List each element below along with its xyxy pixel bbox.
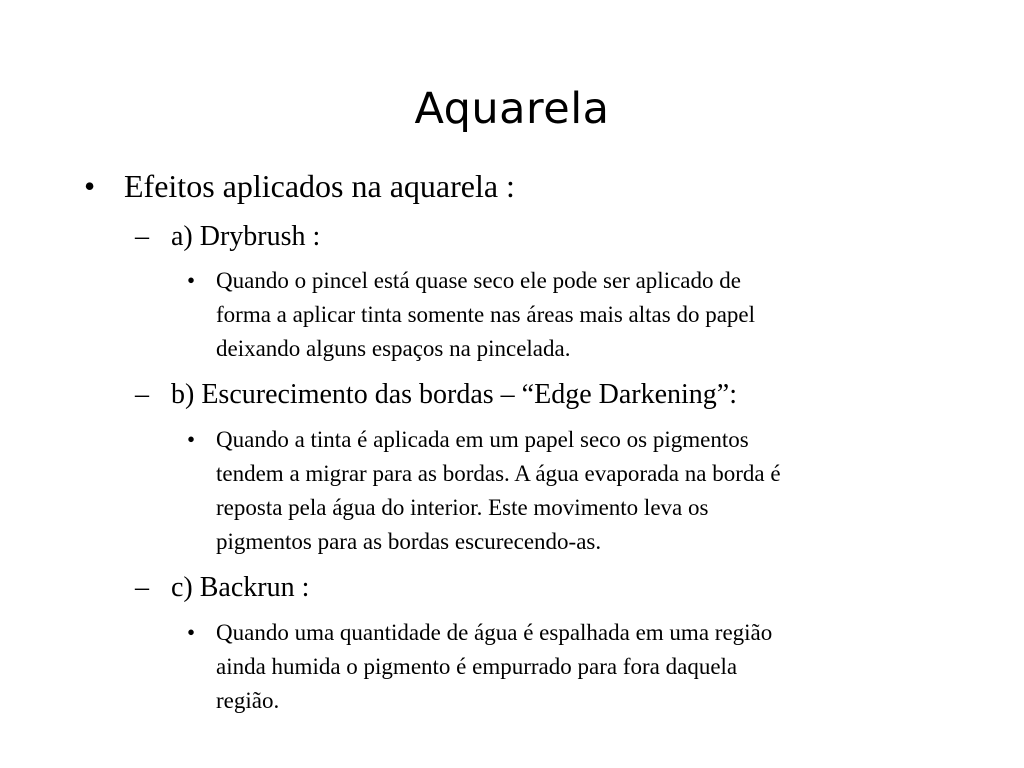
- body-line: deixando alguns espaços na pincelada.: [216, 336, 571, 361]
- sub-bullet-marker: •: [187, 268, 196, 293]
- dash-marker: –: [135, 572, 149, 603]
- body-line: Quando o pincel está quase seco ele pode ser aplicado de: [216, 268, 741, 293]
- main-bullet-text: Efeitos aplicados na aquarela :: [124, 168, 515, 204]
- body-line: reposta pela água do interior. Este movimento leva os: [216, 495, 709, 520]
- body-line: Quando a tinta é aplicada em um papel seco os pigmentos: [216, 427, 749, 452]
- body-line: tendem a migrar para as bordas. A água evaporada na borda é: [216, 461, 781, 486]
- section-body-text: [216, 264, 926, 366]
- body-line: Quando uma quantidade de água é espalhada em uma região: [216, 620, 773, 645]
- body-line: região.: [216, 688, 280, 713]
- sub-bullet-marker: •: [187, 620, 196, 645]
- section-body-text: [216, 423, 926, 559]
- slide-title: Aquarela: [414, 84, 610, 134]
- section-heading-text: b) Escurecimento das bordas – “Edge Darkening”:: [171, 379, 738, 410]
- body-line: pigmentos para as bordas escurecendo-as.: [216, 529, 602, 554]
- body-line: forma a aplicar tinta somente nas áreas mais altas do papel: [216, 302, 756, 327]
- body-line: ainda humida o pigmento é empurrado para fora daquela: [216, 654, 738, 679]
- dash-marker: –: [135, 221, 149, 252]
- section-heading-text: a) Drybrush :: [171, 221, 321, 252]
- dash-marker: –: [135, 379, 149, 410]
- bullet-marker: •: [84, 168, 96, 204]
- section-body-text: [216, 616, 926, 718]
- section-heading-text: c) Backrun :: [171, 572, 310, 603]
- sub-bullet-marker: •: [187, 427, 196, 452]
